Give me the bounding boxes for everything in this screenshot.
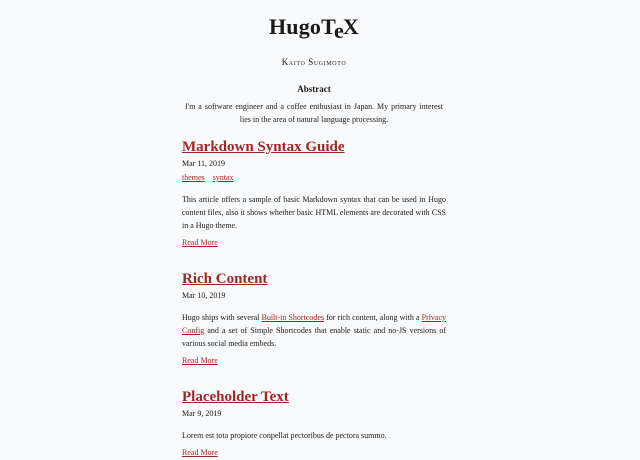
post-list <box>182 139 446 460</box>
post-excerpt <box>182 193 446 232</box>
post-summary <box>182 389 446 460</box>
post-summary <box>182 271 446 368</box>
post-title <box>182 389 446 406</box>
post-date: Mar 9, 2019 <box>182 408 222 418</box>
excerpt-inline-link[interactable]: Built-in Shortcodes <box>261 312 325 322</box>
read-more-link[interactable]: Read More <box>182 355 218 365</box>
post-title-link[interactable]: Placeholder Text <box>182 388 289 405</box>
abstract-section <box>182 84 446 126</box>
post-title-link[interactable]: Markdown Syntax Guide <box>182 138 345 155</box>
author-name: Kaito Sugimoto <box>281 56 347 67</box>
post-date: Mar 10, 2019 <box>182 290 226 300</box>
excerpt-text: Lorem est tota propiore conpellat pectoribus de pectora summo. <box>182 430 387 440</box>
excerpt-text: for rich content, along with a <box>324 312 422 322</box>
site-title-text-e: e <box>334 17 345 43</box>
post-title-link[interactable]: Rich Content <box>182 270 268 287</box>
site-title-text-T: T <box>321 14 337 39</box>
site-title-text-X: X <box>342 14 360 39</box>
post-title <box>182 271 446 288</box>
tag-link[interactable]: syntax <box>212 172 234 182</box>
excerpt-text: Hugo ships with several <box>182 312 262 322</box>
site-title-text-pre: Hugo <box>268 14 322 39</box>
post-excerpt <box>182 429 446 442</box>
site-title-link[interactable] <box>182 15 446 43</box>
excerpt-inline-link[interactable]: Privacy Config <box>182 312 446 335</box>
post-tags <box>182 173 446 182</box>
excerpt-text: and a set of Simple Shortcodes that enable static and no-JS versions of various social media embeds. <box>182 325 446 348</box>
post-excerpt <box>182 311 446 350</box>
excerpt-text: This article offers a sample of basic Markdown syntax that can be used in Hugo content files, also it shows whether basic HTML elements are decorated with CSS in a Hugo theme. <box>182 194 446 230</box>
read-more-link[interactable]: Read More <box>182 237 218 247</box>
abstract-heading: Abstract <box>297 83 331 94</box>
page-container <box>182 0 446 460</box>
abstract-text: I'm a software engineer and a coffee enthusiast in Japan. My primary interest lies in the area of natural language processing. <box>185 101 443 124</box>
post-title <box>182 139 446 156</box>
site-header <box>182 15 446 67</box>
post-summary <box>182 139 446 250</box>
tag-link[interactable]: themes <box>182 172 205 182</box>
post-date: Mar 11, 2019 <box>182 158 226 168</box>
read-more-link[interactable]: Read More <box>182 447 218 457</box>
